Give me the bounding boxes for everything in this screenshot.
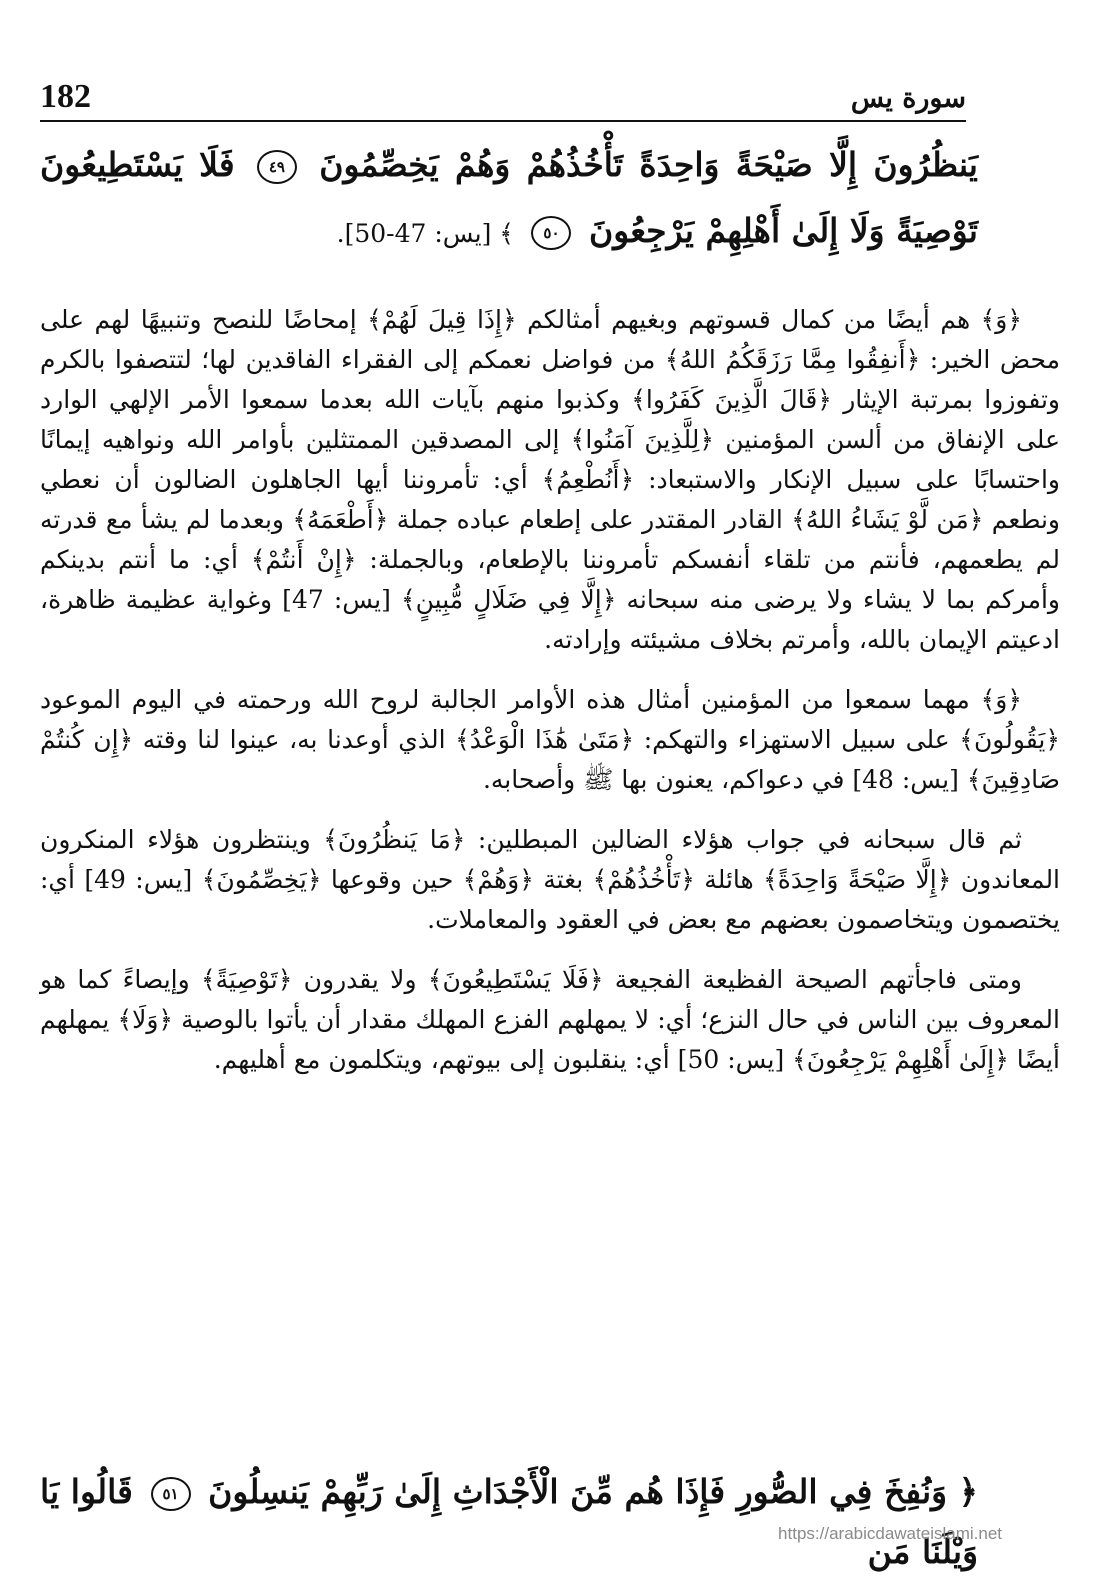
commentary-body [40,300,1060,1100]
verse-line: أَهْلِهِمْ يَرْجِعُونَ [588,211,781,250]
quran-verse-bottom [40,1462,978,1582]
page-number: 182 [40,78,91,115]
commentary-paragraph: ومتى فاجأتهم الصيحة الفظيعة الفجيعة ﴿فَلَا يَسْتَطِيعُونَ﴾ ولا يقدرون ﴿تَوْصِيَةً﴾ وإيصاءً كما هو المعروف بين الناس في حال النزع؛ أي: لا يمهلهم الفزع المهلك مقدار أن يأتوا بالوصية ﴿وَلَا﴾ يمهلهم أيضًا ﴿إِلَىٰ أَهْلِهِمْ يَرْجِعُونَ﴾ [يس: 50] أي: ينقلبون إلى بيوتهم، ويتكلمون مع أهليهم. [40,965,1060,1074]
ayah-number-marker: ٥١ [151,1477,191,1511]
verse-line: فَلَا يَسْتَطِيعُونَ تَوْصِيَةً وَلَا إِلَىٰ [40,145,978,250]
verse-line: قَالُوا يَا وَيْلَنَا مَن [40,1472,978,1571]
ayah-number-marker: ٥٠ [531,216,571,250]
commentary-paragraph: ثم قال سبحانه في جواب هؤلاء الضالين المبطلين: ﴿مَا يَنظُرُونَ﴾ وينتظرون هؤلاء المنكرون المعاندون ﴿إِلَّا صَيْحَةً وَاحِدَةً﴾ هائلة ﴿تَأْخُذُهُمْ﴾ بغتة ﴿وَهُمْ﴾ حين وقوعها ﴿يَخِصِّمُونَ﴾ [يس: 49] أي: يختصمون ويتخاصمون بعضهم مع بعض في العقود والمعاملات. [40,825,1061,934]
quran-verse-top [40,132,978,267]
ayah-number-marker: ٤٩ [257,150,297,184]
commentary-paragraph: ﴿وَ﴾ هم أيضًا من كمال قسوتهم وبغيهم أمثالكم ﴿إِذَا قِيلَ لَهُمْ﴾ إمحاضًا للنصح وتنبيهًا لهم على محض الخير: ﴿أَنفِقُوا مِمَّا رَزَقَكُمُ اللهُ﴾ من فواضل نعمكم إلى الفقراء الفاقدين لها؛ لتتصفوا بالكرم وتفوزوا بمرتبة الإيثار ﴿قَالَ الَّذِينَ كَفَرُوا﴾ وكذبوا منهم بآيات الله بعدما سمعوا الأمر الإلهي الوارد على الإنفاق من ألسن المؤمنين ﴿لِلَّذِينَ آمَنُوا﴾ إلى المصدقين الممتثلين بأوامر الله ونواهيه إيمانًا واحتسابًا على سبيل الإنكار والاستبعاد: ﴿أَنُطْعِمُ﴾ أي: تأمروننا أيها الجاهلون الضالون أن نعطي ونطعم ﴿مَن لَّوْ يَشَاءُ اللهُ﴾ القادر المقتدر على إطعام عباده جملة ﴿أَطْعَمَهُ﴾ وبعدما لم يشأ مع قدرته لم يطعمهم، فأنتم من تلقاء أنفسكم تأمروننا بالإطعام، وبالجملة: ﴿إِنْ أَنتُمْ﴾ أي: ما أنتم بدينكم وأمركم بما لا يشاء ولا يرضى منه سبحانه ﴿إِلَّا فِي ضَلَالٍ مُّبِينٍ﴾ [يس: 47] وغواية عظيمة ظاهرة، ادعيتم الإيمان بالله، وأمرتم بخلاف مشيئته وإرادته. [40,305,1060,654]
commentary-paragraph: ﴿وَ﴾ مهما سمعوا من المؤمنين أمثال هذه الأوامر الجالبة لروح الله ورحمته في اليوم الموعود ﴿يَقُولُونَ﴾ على سبيل الاستهزاء والتهكم: ﴿مَتَىٰ هَٰذَا الْوَعْدُ﴾ الذي أوعدنا به، عينوا لنا وقته ﴿إِن كُنتُمْ صَادِقِينَ﴾ [يس: 48] في دعواكم، يعنون بها ﷺ وأصحابه. [40,685,1060,794]
source-watermark: https://arabicdawateislami.net [778,1524,1002,1543]
verse-reference: ﴾ [يس: 47-50]. [336,219,514,248]
page-header [40,68,966,122]
verse-line: ﴿ وَنُفِخَ فِي الصُّورِ فَإِذَا هُم مِّنَ الْأَجْدَاثِ إِلَىٰ رَبِّهِمْ يَنسِلُونَ [208,1472,978,1511]
verse-line: يَنظُرُونَ إِلَّا صَيْحَةً وَاحِدَةً تَأْخُذُهُمْ وَهُمْ يَخِصِّمُونَ [319,145,978,184]
surah-title: سورة يس [850,83,966,114]
